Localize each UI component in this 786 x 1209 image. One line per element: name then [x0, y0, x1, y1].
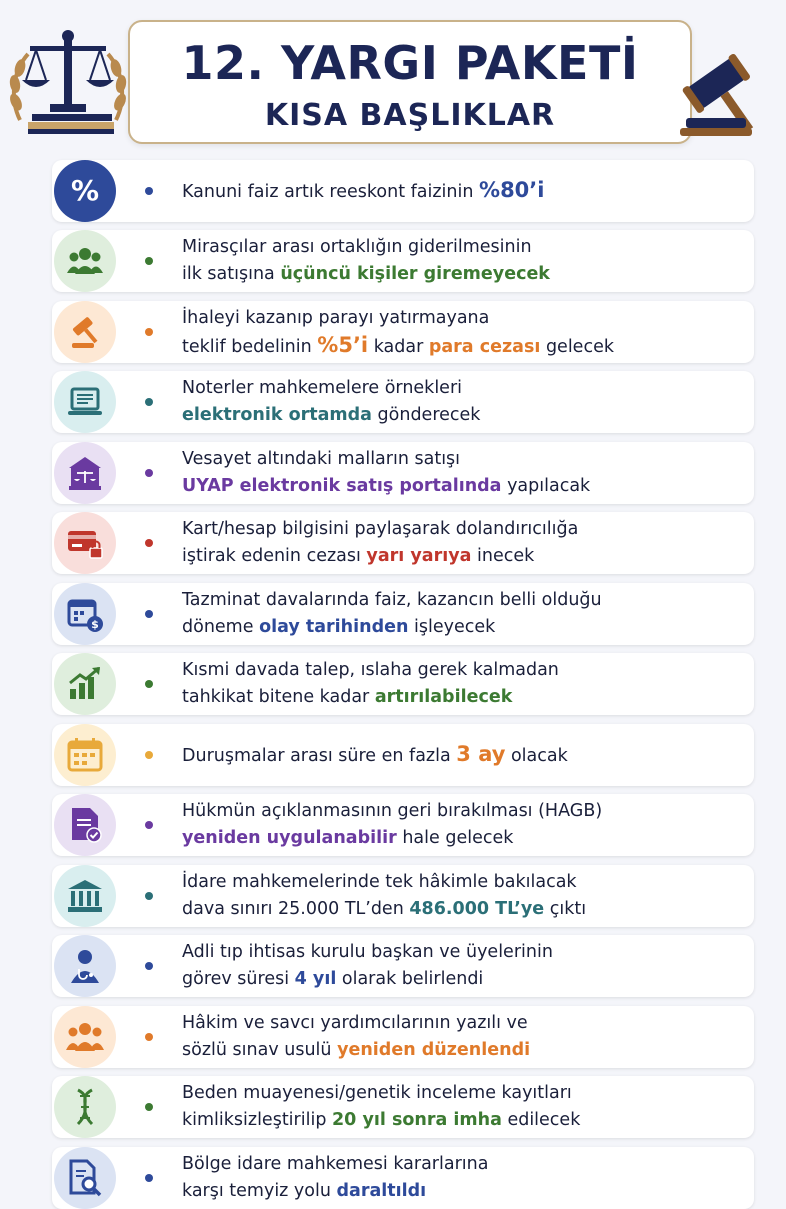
highlight-text: UYAP elektronik satış portalında — [182, 476, 502, 496]
highlight-text: olay tarihinden — [259, 617, 409, 637]
percent-icon — [54, 160, 116, 222]
plain-text: işleyecek — [408, 617, 496, 637]
item-text — [182, 516, 742, 570]
item-text-line — [182, 543, 742, 570]
item-text-line — [182, 798, 742, 825]
courthouse-scales-icon-graphic — [66, 454, 104, 492]
plain-text: inecek — [471, 546, 535, 566]
svg-text:%: % — [70, 174, 100, 207]
item-text — [182, 741, 742, 770]
item-text-line — [182, 825, 742, 852]
item-text-line — [182, 305, 742, 332]
plain-text: İdare mahkemelerinde tek hâkimle bakılacak — [182, 872, 577, 892]
courthouse-scales-icon — [54, 442, 116, 504]
plain-text: karşı temyiz yolu — [182, 1181, 337, 1201]
item-text — [182, 1080, 742, 1134]
item-text — [182, 234, 742, 288]
plain-text: tahkikat bitene kadar — [182, 687, 375, 707]
plain-text: gönderecek — [371, 405, 481, 425]
highlight-text: elektronik ortamda — [182, 405, 372, 425]
highlight-text: 4 yıl — [294, 969, 337, 989]
highlight-text: yarı yarıya — [366, 546, 472, 566]
growth-chart-icon-graphic — [66, 665, 104, 703]
bullet-dot — [145, 1033, 153, 1041]
highlight-text: üçüncü kişiler giremeyecek — [280, 264, 550, 284]
plain-text: İhaleyi kazanıp parayı yatırmayana — [182, 308, 490, 328]
title-box — [128, 20, 692, 144]
plain-text: Kısmi davada talep, ıslaha gerek kalmadan — [182, 660, 559, 680]
item-text — [182, 657, 742, 711]
item-text-line — [182, 1080, 742, 1107]
bullet-dot — [145, 751, 153, 759]
people-group-icon — [54, 230, 116, 292]
highlight-text: artırılabilecek — [374, 687, 513, 707]
item-text-line — [182, 869, 742, 896]
laptop-document-icon-graphic — [66, 383, 104, 421]
dna-icon-graphic — [66, 1088, 104, 1126]
bullet-dot — [145, 257, 153, 265]
gavel-icon — [54, 301, 116, 363]
item-text — [182, 798, 742, 852]
plain-text: Tazminat davalarında faiz, kazancın belli olduğu — [182, 590, 602, 610]
bullet-dot — [145, 610, 153, 618]
plain-text: Mirasçılar arası ortaklığın giderilmesinin — [182, 237, 532, 257]
plain-text: yapılacak — [501, 476, 591, 496]
item-text — [182, 587, 742, 641]
bullet-dot — [145, 328, 153, 336]
plain-text: iştirak edenin cezası — [182, 546, 367, 566]
highlight-text: daraltıldı — [336, 1181, 427, 1201]
plain-text: edilecek — [501, 1110, 581, 1130]
percent-icon-graphic — [66, 172, 104, 210]
item-text-line — [182, 446, 742, 473]
highlight-text: yeniden düzenlendi — [337, 1040, 531, 1060]
item-text — [182, 1151, 742, 1205]
highlight-text: %80’i — [479, 178, 545, 202]
item-text-line — [182, 1178, 742, 1205]
document-check-icon — [54, 794, 116, 856]
doctor-icon-graphic — [66, 947, 104, 985]
bullet-dot — [145, 187, 153, 195]
bullet-dot — [145, 398, 153, 406]
laptop-document-icon — [54, 371, 116, 433]
item-text-line — [182, 516, 742, 543]
plain-text: Adli tıp ihtisas kurulu başkan ve üyelerinin — [182, 942, 553, 962]
item-text-line — [182, 966, 742, 993]
government-building-icon — [54, 865, 116, 927]
plain-text: Bölge idare mahkemesi kararlarına — [182, 1154, 489, 1174]
item-text — [182, 446, 742, 500]
calendar-icon — [54, 724, 116, 786]
item-text-line — [182, 896, 742, 923]
people-group-icon-graphic — [66, 242, 104, 280]
highlight-text: 20 yıl sonra imha — [332, 1110, 502, 1130]
plain-text: hale gelecek — [396, 828, 514, 848]
item-text-line — [182, 402, 742, 429]
gavel-icon — [672, 48, 780, 140]
item-text-line — [182, 1107, 742, 1134]
highlight-text: yeniden uygulanabilir — [182, 828, 397, 848]
title-line-1: 12. YARGI PAKETİ — [181, 36, 639, 90]
plain-text: Kart/hesap bilgisini paylaşarak dolandırıcılığa — [182, 519, 579, 539]
bullet-dot — [145, 469, 153, 477]
credit-card-lock-icon-graphic — [66, 524, 104, 562]
credit-card-lock-icon — [54, 512, 116, 574]
item-text-line — [182, 261, 742, 288]
team-icon — [54, 1006, 116, 1068]
item-text-line — [182, 741, 742, 770]
item-text-line — [182, 657, 742, 684]
item-text-line — [182, 1037, 742, 1064]
item-text — [182, 375, 742, 429]
growth-chart-icon — [54, 653, 116, 715]
bullet-dot — [145, 1174, 153, 1182]
highlight-text: 3 ay — [456, 742, 506, 766]
dna-icon — [54, 1076, 116, 1138]
document-check-icon-graphic — [66, 806, 104, 844]
bullet-dot — [145, 680, 153, 688]
item-text — [182, 177, 742, 206]
item-text-line — [182, 1151, 742, 1178]
doctor-icon — [54, 935, 116, 997]
scales-of-justice-icon — [6, 28, 130, 136]
document-search-icon-graphic — [66, 1159, 104, 1197]
plain-text: sözlü sınav usulü — [182, 1040, 338, 1060]
plain-text: kimliksizleştirilip — [182, 1110, 332, 1130]
plain-text: Duruşmalar arası süre en fazla — [182, 746, 457, 766]
item-text-line — [182, 587, 742, 614]
plain-text: Vesayet altındaki malların satışı — [182, 449, 461, 469]
plain-text: Hâkim ve savcı yardımcılarının yazılı ve — [182, 1013, 528, 1033]
title-line-2: KISA BAŞLIKLAR — [264, 98, 556, 133]
gavel-icon-graphic — [66, 313, 104, 351]
item-text-line — [182, 939, 742, 966]
plain-text: Beden muayenesi/genetik inceleme kayıtları — [182, 1083, 572, 1103]
calendar-icon-graphic — [66, 736, 104, 774]
plain-text: teklif bedelinin — [182, 337, 318, 357]
bullet-dot — [145, 539, 153, 547]
plain-text: Hükmün açıklanmasının geri bırakılması (HAGB) — [182, 801, 603, 821]
plain-text: olarak belirlendi — [336, 969, 484, 989]
government-building-icon-graphic — [66, 877, 104, 915]
plain-text: Kanuni faiz artık reeskont faizinin — [182, 182, 480, 202]
svg-text:$: $ — [91, 618, 99, 631]
plain-text: ilk satışına — [182, 264, 281, 284]
item-text — [182, 1010, 742, 1064]
item-text-line — [182, 332, 742, 361]
plain-text: kadar — [368, 337, 429, 357]
calendar-money-icon — [54, 583, 116, 645]
highlight-text: para cezası — [428, 337, 541, 357]
header — [0, 0, 786, 158]
bullet-dot — [145, 1103, 153, 1111]
plain-text: gelecek — [540, 337, 614, 357]
plain-text: görev süresi — [182, 969, 295, 989]
plain-text: olacak — [505, 746, 568, 766]
item-text-line — [182, 177, 742, 206]
team-icon-graphic — [66, 1018, 104, 1056]
plain-text: çıktı — [544, 899, 587, 919]
bullet-dot — [145, 892, 153, 900]
item-text-line — [182, 234, 742, 261]
plain-text: dava sınırı 25.000 TL’den — [182, 899, 410, 919]
item-text — [182, 305, 742, 361]
calendar-money-icon-graphic — [66, 595, 104, 633]
item-text-line — [182, 684, 742, 711]
item-text — [182, 869, 742, 923]
highlight-text: 486.000 TL’ye — [409, 899, 545, 919]
item-text — [182, 939, 742, 993]
plain-text: döneme — [182, 617, 260, 637]
bullet-dot — [145, 962, 153, 970]
highlight-text: %5’i — [317, 333, 369, 357]
item-text-line — [182, 614, 742, 641]
item-text-line — [182, 375, 742, 402]
bullet-dot — [145, 821, 153, 829]
item-text-line — [182, 473, 742, 500]
plain-text: Noterler mahkemelere örnekleri — [182, 378, 462, 398]
item-text-line — [182, 1010, 742, 1037]
